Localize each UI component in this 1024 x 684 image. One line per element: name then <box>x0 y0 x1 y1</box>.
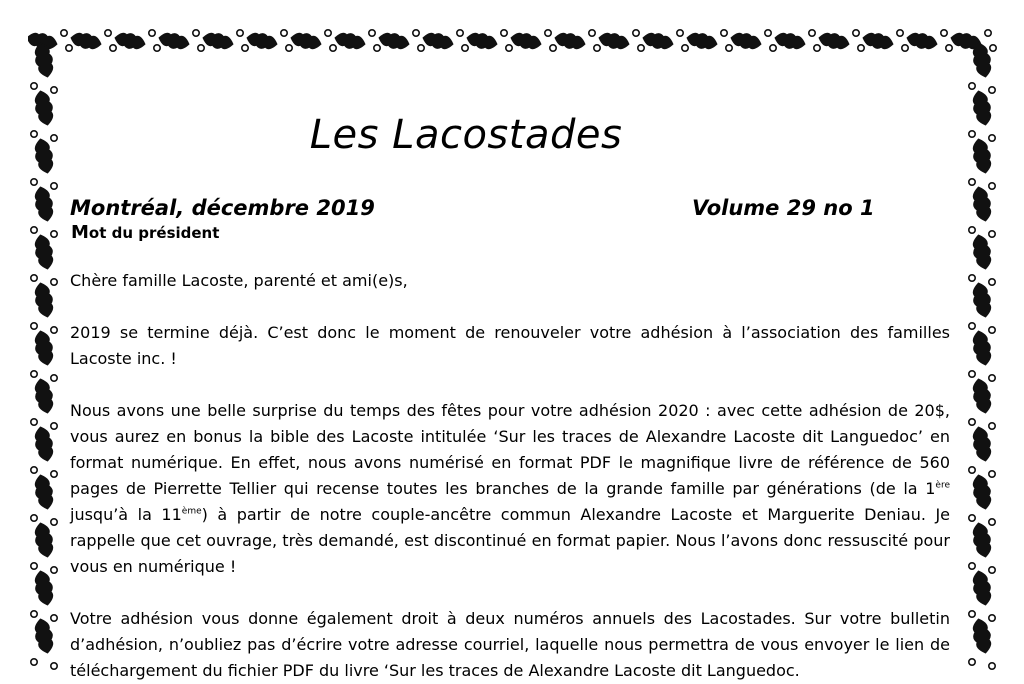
holly-leaf-icon <box>466 31 498 51</box>
holly-berry-icon <box>286 45 292 51</box>
holly-leaf-icon <box>33 570 56 607</box>
holly-berry-icon <box>989 375 995 381</box>
holly-berry-icon <box>550 45 556 51</box>
holly-leaf-icon <box>818 31 850 51</box>
holly-berry-icon <box>989 519 995 525</box>
paragraph-2-part-a: Nous avons une belle surprise du temps des fêtes pour votre adhésion 2020 : avec cette adhésion de 20$, vous aurez en bonus la bible des Lacoste intitulée ‘Sur les traces de Alexandre Lacoste dit Languedoc’ en format numérique. En effet, nous avons numérisé en format PDF le magnifique livre de référence de 560 pages de Pierrette Tellier qui recense toutes les branches de la grande famille par générations (de la 1 <box>70 401 950 498</box>
holly-berry-icon <box>969 179 975 185</box>
holly-berry-icon <box>51 183 57 189</box>
volume-number: Volume 29 no 1 <box>692 196 875 220</box>
holly-berry-icon <box>853 30 859 36</box>
holly-berry-icon <box>969 131 975 137</box>
holly-berry-icon <box>237 30 243 36</box>
holly-berry-icon <box>31 227 37 233</box>
holly-berry-icon <box>193 30 199 36</box>
holly-berry-icon <box>31 371 37 377</box>
holly-leaf-icon <box>33 282 56 319</box>
holly-berry-icon <box>969 611 975 617</box>
holly-berry-icon <box>154 45 160 51</box>
holly-berry-icon <box>31 659 37 665</box>
holly-leaf-icon <box>422 31 454 51</box>
superscript-ere: ère <box>935 480 950 491</box>
holly-leaf-icon <box>971 90 994 127</box>
holly-berry-icon <box>418 45 424 51</box>
holly-leaf-icon <box>158 31 190 51</box>
holly-leaf-icon <box>598 31 630 51</box>
holly-berry-icon <box>61 30 67 36</box>
holly-leaf-icon <box>33 330 56 367</box>
dateline: Montréal, décembre 2019 <box>70 196 375 220</box>
holly-berry-icon <box>66 45 72 51</box>
holly-leaf-icon <box>642 31 674 51</box>
holly-berry-icon <box>989 567 995 573</box>
paragraph-1: 2019 se termine déjà. C’est donc le moment de renouveler votre adhésion à l’association des familles Lacoste inc. ! <box>70 323 950 368</box>
holly-berry-icon <box>638 45 644 51</box>
holly-leaf-icon <box>971 42 994 79</box>
holly-berry-icon <box>31 323 37 329</box>
holly-berry-icon <box>198 45 204 51</box>
holly-berry-icon <box>985 30 991 36</box>
holly-leaf-icon <box>378 31 410 51</box>
holly-berry-icon <box>897 30 903 36</box>
holly-berry-icon <box>110 45 116 51</box>
holly-leaf-icon <box>70 31 102 51</box>
holly-berry-icon <box>242 45 248 51</box>
holly-berry-icon <box>51 423 57 429</box>
holly-leaf-icon <box>971 186 994 223</box>
holly-berry-icon <box>969 371 975 377</box>
superscript-eme: ème <box>181 506 202 517</box>
holly-berry-icon <box>902 45 908 51</box>
holly-berry-icon <box>501 30 507 36</box>
holly-berry-icon <box>457 30 463 36</box>
holly-berry-icon <box>51 519 57 525</box>
holly-berry-icon <box>31 419 37 425</box>
holly-berry-icon <box>969 563 975 569</box>
holly-leaf-icon <box>971 234 994 271</box>
holly-leaf-icon <box>33 426 56 463</box>
holly-berry-icon <box>969 275 975 281</box>
holly-berry-icon <box>969 419 975 425</box>
paragraph-2-part-b: jusqu’à la 11 <box>70 505 182 524</box>
holly-berry-icon <box>969 659 975 665</box>
holly-berry-icon <box>51 615 57 621</box>
holly-berry-icon <box>677 30 683 36</box>
holly-berry-icon <box>545 30 551 36</box>
holly-leaf-icon <box>202 31 234 51</box>
holly-leaf-icon <box>510 31 542 51</box>
holly-berry-icon <box>765 30 771 36</box>
holly-leaf-icon <box>686 31 718 51</box>
holly-berry-icon <box>969 467 975 473</box>
holly-leaf-icon <box>33 378 56 415</box>
holly-leaf-icon <box>862 31 894 51</box>
holly-berry-icon <box>31 179 37 185</box>
holly-berry-icon <box>814 45 820 51</box>
holly-border-right <box>960 40 1004 680</box>
holly-berry-icon <box>31 611 37 617</box>
holly-leaf-icon <box>33 186 56 223</box>
holly-leaf-icon <box>971 426 994 463</box>
holly-berry-icon <box>31 83 37 89</box>
newsletter-title: Les Lacostades <box>309 112 623 158</box>
holly-berry-icon <box>989 471 995 477</box>
holly-leaf-icon <box>33 42 56 79</box>
holly-berry-icon <box>969 83 975 89</box>
holly-berry-icon <box>31 515 37 521</box>
holly-berry-icon <box>149 30 155 36</box>
holly-berry-icon <box>51 471 57 477</box>
holly-leaf-icon <box>906 31 938 51</box>
holly-berry-icon <box>330 45 336 51</box>
holly-berry-icon <box>51 567 57 573</box>
holly-berry-icon <box>969 227 975 233</box>
section-heading <box>71 222 219 243</box>
section-heading-initial: M <box>71 222 89 243</box>
section-heading-rest: ot du président <box>88 224 220 242</box>
holly-berry-icon <box>989 279 995 285</box>
holly-leaf-icon <box>774 31 806 51</box>
greeting: Chère famille Lacoste, parenté et ami(e)s, <box>70 271 408 290</box>
holly-berry-icon <box>809 30 815 36</box>
holly-berry-icon <box>989 87 995 93</box>
holly-leaf-icon <box>114 31 146 51</box>
holly-leaf-icon <box>971 282 994 319</box>
holly-berry-icon <box>281 30 287 36</box>
holly-berry-icon <box>462 45 468 51</box>
paragraph-3: Votre adhésion vous donne également droit à deux numéros annuels des Lacostades. Sur votre bulletin d’adhésion, n’oubliez pas d’écrire votre adresse courriel, laquelle nous permettra de vous envoyer le lien de téléchargement du fichier PDF du livre ‘Sur les traces de Alexandre Lacoste dit Languedoc. <box>70 609 950 680</box>
holly-berry-icon <box>770 45 776 51</box>
paragraph-2-part-c: ) à partir de notre couple-ancêtre commun Alexandre Lacoste et Marguerite Deniau. Je rappelle que cet ouvrage, très demandé, est discontinué en format papier. Nous l’avons donc ressuscité pour vous en numérique ! <box>70 505 951 576</box>
holly-leaf-icon <box>971 138 994 175</box>
holly-berry-icon <box>51 375 57 381</box>
holly-berry-icon <box>858 45 864 51</box>
holly-leaf-icon <box>971 378 994 415</box>
holly-berry-icon <box>989 183 995 189</box>
holly-berry-icon <box>989 135 995 141</box>
holly-berry-icon <box>506 45 512 51</box>
holly-leaf-icon <box>33 474 56 511</box>
holly-berry-icon <box>413 30 419 36</box>
holly-berry-icon <box>31 563 37 569</box>
holly-berry-icon <box>969 515 975 521</box>
holly-berry-icon <box>51 279 57 285</box>
holly-berry-icon <box>51 231 57 237</box>
holly-berry-icon <box>31 275 37 281</box>
holly-leaf-icon <box>971 474 994 511</box>
paragraph-2 <box>70 398 950 580</box>
holly-leaf-icon <box>334 31 366 51</box>
holly-leaf-icon <box>33 618 56 655</box>
holly-border-top <box>28 22 1000 60</box>
holly-leaf-icon <box>971 618 994 655</box>
holly-leaf-icon <box>971 522 994 559</box>
holly-berry-icon <box>721 30 727 36</box>
holly-berry-icon <box>374 45 380 51</box>
holly-berry-icon <box>726 45 732 51</box>
holly-berry-icon <box>682 45 688 51</box>
holly-berry-icon <box>51 663 57 669</box>
holly-berry-icon <box>941 30 947 36</box>
holly-leaf-icon <box>971 330 994 367</box>
holly-berry-icon <box>31 467 37 473</box>
holly-berry-icon <box>989 231 995 237</box>
holly-berry-icon <box>989 327 995 333</box>
holly-berry-icon <box>51 327 57 333</box>
holly-berry-icon <box>594 45 600 51</box>
holly-berry-icon <box>969 323 975 329</box>
holly-leaf-icon <box>33 234 56 271</box>
holly-berry-icon <box>989 663 995 669</box>
holly-leaf-icon <box>730 31 762 51</box>
holly-berry-icon <box>946 45 952 51</box>
holly-berry-icon <box>105 30 111 36</box>
holly-leaf-icon <box>33 522 56 559</box>
holly-leaf-icon <box>290 31 322 51</box>
holly-berry-icon <box>989 615 995 621</box>
holly-berry-icon <box>989 423 995 429</box>
holly-berry-icon <box>633 30 639 36</box>
holly-berry-icon <box>51 87 57 93</box>
holly-berry-icon <box>589 30 595 36</box>
holly-leaf-icon <box>971 570 994 607</box>
holly-berry-icon <box>325 30 331 36</box>
holly-berry-icon <box>369 30 375 36</box>
letter-body <box>70 268 950 684</box>
holly-leaf-icon <box>246 31 278 51</box>
holly-leaf-icon <box>554 31 586 51</box>
